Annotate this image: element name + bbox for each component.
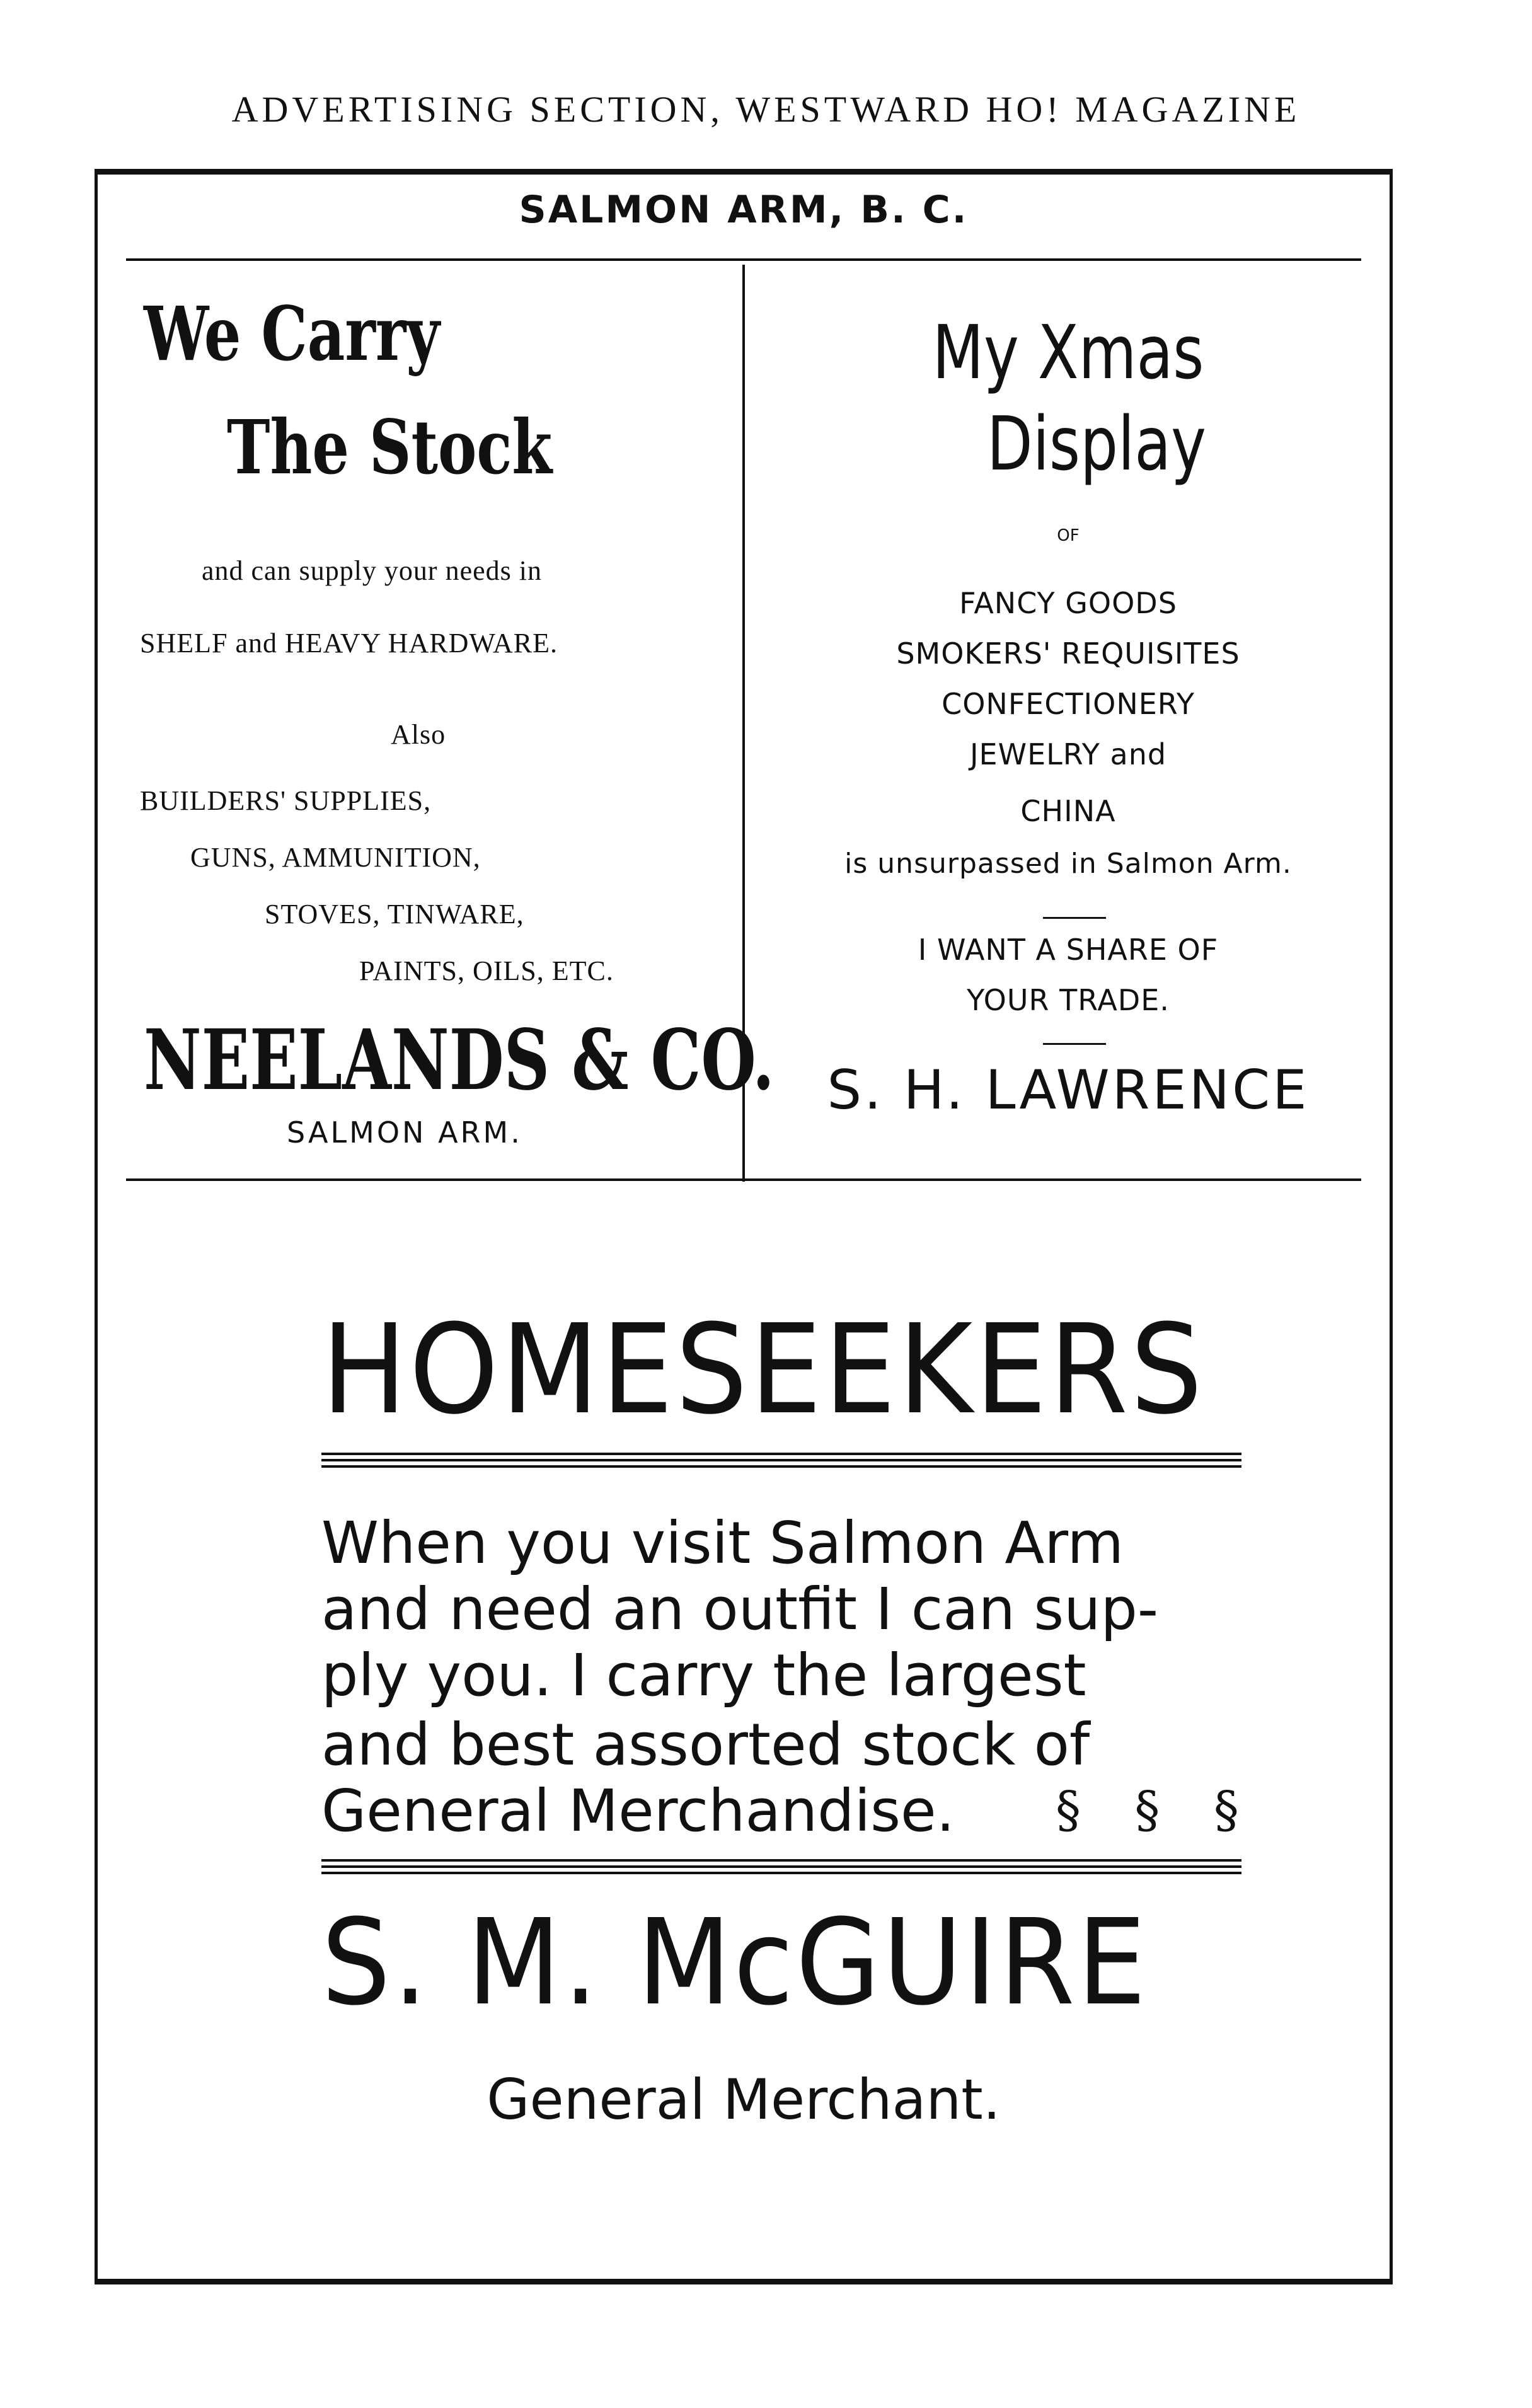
banner-rule [126,258,1361,261]
frame-bottom-rule [95,2279,1393,2284]
frame-top-rule [95,169,1393,175]
ad-also: Also [391,719,446,750]
body-line: When you visit Salmon Arm [321,1509,1124,1577]
goods-line: GUNS, AMMUNITION, [190,842,481,873]
goods-line: CONFECTIONERY [942,687,1195,721]
double-rule [321,1859,1241,1878]
double-rule [321,1453,1241,1472]
goods-line: SMOKERS' REQUISITES [896,637,1240,671]
goods-line: FANCY GOODS [959,586,1177,620]
ad-heading-line2: The Stock [227,403,553,491]
ad-of: OF [1057,526,1080,545]
goods-line: PAINTS, OILS, ETC. [359,955,614,986]
ad-intro: and can supply your needs in [202,555,542,586]
body-line: ply you. I carry the largest [321,1642,1086,1709]
frame-right-rule [1390,169,1393,2284]
town-banner: SALMON ARM, B. C. [519,188,969,232]
ad-want-line2: YOUR TRADE. [967,983,1170,1017]
firm-name: S. H. LAWRENCE [827,1059,1310,1122]
hardware-advertisement [132,271,775,1172]
ad-heading-line1: My Xmas [932,309,1204,396]
ad-heading-line1: We Carry [144,290,440,377]
firm-title: General Merchant. [487,2067,1001,2132]
goods-line: BUILDERS' SUPPLIES, [140,785,432,816]
ad-shelf-line: SHELF and HEAVY HARDWARE. [140,628,558,659]
ornament-icon: § § § [1056,1780,1258,1839]
ad-heading: HOMESEEKERS [321,1298,1205,1442]
short-rule [1043,917,1106,919]
xmas-display-advertisement [750,271,1386,1172]
ad-heading-line2: Display [987,400,1206,487]
ad-claim: is unsurpassed in Salmon Arm. [844,848,1292,880]
firm-town: SALMON ARM. [287,1115,522,1149]
body-line: and need an outfit I can sup- [321,1576,1159,1643]
ad-want-line1: I WANT A SHARE OF [918,933,1219,967]
body-line: General Merchandise. [321,1777,955,1845]
goods-line: STOVES, TINWARE, [265,899,524,930]
body-line: and best assorted stock of [321,1711,1090,1778]
general-merchant-advertisement [98,1182,1390,2278]
goods-line: JEWELRY and [969,737,1167,771]
short-rule [1043,1043,1106,1045]
firm-name: NEELANDS & CO. [144,1011,775,1109]
section-rule [126,1178,1361,1181]
running-head: ADVERTISING SECTION, WESTWARD HO! MAGAZINE [231,89,1301,130]
firm-name: S. M. McGUIRE [321,1894,1149,2032]
goods-line: CHINA [1020,794,1116,828]
